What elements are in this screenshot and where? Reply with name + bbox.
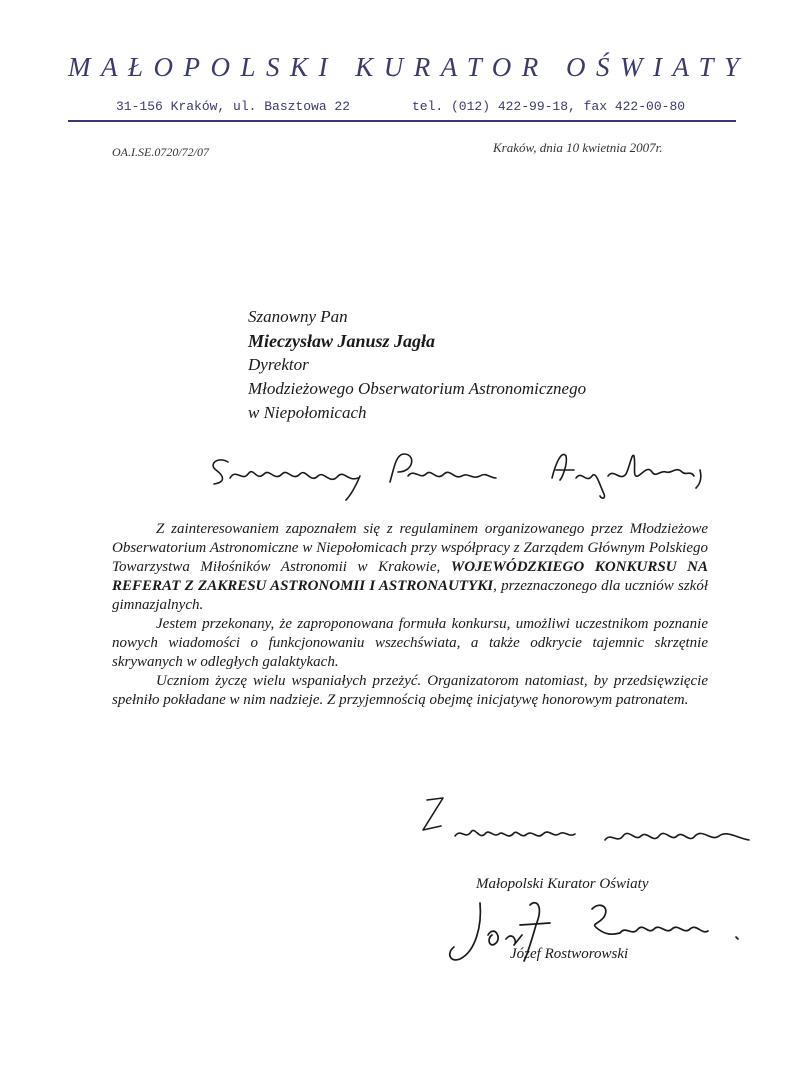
handwritten-salutation xyxy=(200,442,710,502)
recipient-institution: Młodzieżowego Obserwatorium Astronomicznego xyxy=(248,379,587,398)
competition-title: WOJEWÓDZKIEGO KONKURSU NA REFERAT Z ZAKRESU ASTRONOMII I ASTRONAUTYKI xyxy=(112,559,708,594)
recipient-greeting: Szanowny Pan xyxy=(248,307,348,326)
body-paragraph-1-text-b: , przeznaczonego dla uczniów szkół gimnazjalnych. xyxy=(112,578,708,613)
recipient-position: Dyrektor xyxy=(248,355,309,374)
signatory-title: Małopolski Kurator Oświaty xyxy=(476,876,649,892)
letter-date: Kraków, dnia 10 kwietnia 2007r. xyxy=(493,140,663,155)
handwritten-closing xyxy=(415,790,755,860)
body-paragraph-1 xyxy=(112,520,708,615)
recipient-address xyxy=(248,305,586,425)
body-paragraph-2: Jestem przekonany, że zaproponowana formuła konkursu, umożliwi uczestnikom poznanie nowych wiadomości o funkcjonowaniu wszechświata, a także odkrycie tajemnic skrzętnie skrywanych w odległych galaktykach. xyxy=(112,616,708,670)
signatory-name: Józef Rostworowski xyxy=(510,946,629,962)
body-paragraph-3: Uczniom życzę wielu wspaniałych przeżyć. Organizatorom natomiast, by przedsięwzięcie spełniło pokładane w nim nadzieje. Z przyjemnością obejmę inicjatywę honorowym patronatem. xyxy=(112,673,708,708)
recipient-name: Mieczysław Janusz Jagła xyxy=(248,331,436,351)
letterhead-phone-fax: tel. (012) 422-99-18, fax 422-00-80 xyxy=(412,99,686,114)
reference-number: OA.I.SE.0720/72/07 xyxy=(112,145,209,159)
letterhead-address: 31-156 Kraków, ul. Basztowa 22 xyxy=(116,99,351,114)
letterhead-title: MAŁOPOLSKI KURATOR OŚWIATY xyxy=(68,52,750,82)
handwritten-signature xyxy=(440,895,760,975)
letterhead-divider xyxy=(68,120,736,122)
body-paragraph-1-text-a: Z zainteresowaniem zapoznałem się z regulaminem organizowanego przez Młodzieżowe Obserwatorium Astronomiczne w Niepołomicach przy współpracy z Zarządem Głównym Polskiego Towarzystwa Miłośników Astronomii w Krakowie, xyxy=(112,521,708,575)
letter-body xyxy=(112,520,708,710)
recipient-location: w Niepołomicach xyxy=(248,403,367,422)
